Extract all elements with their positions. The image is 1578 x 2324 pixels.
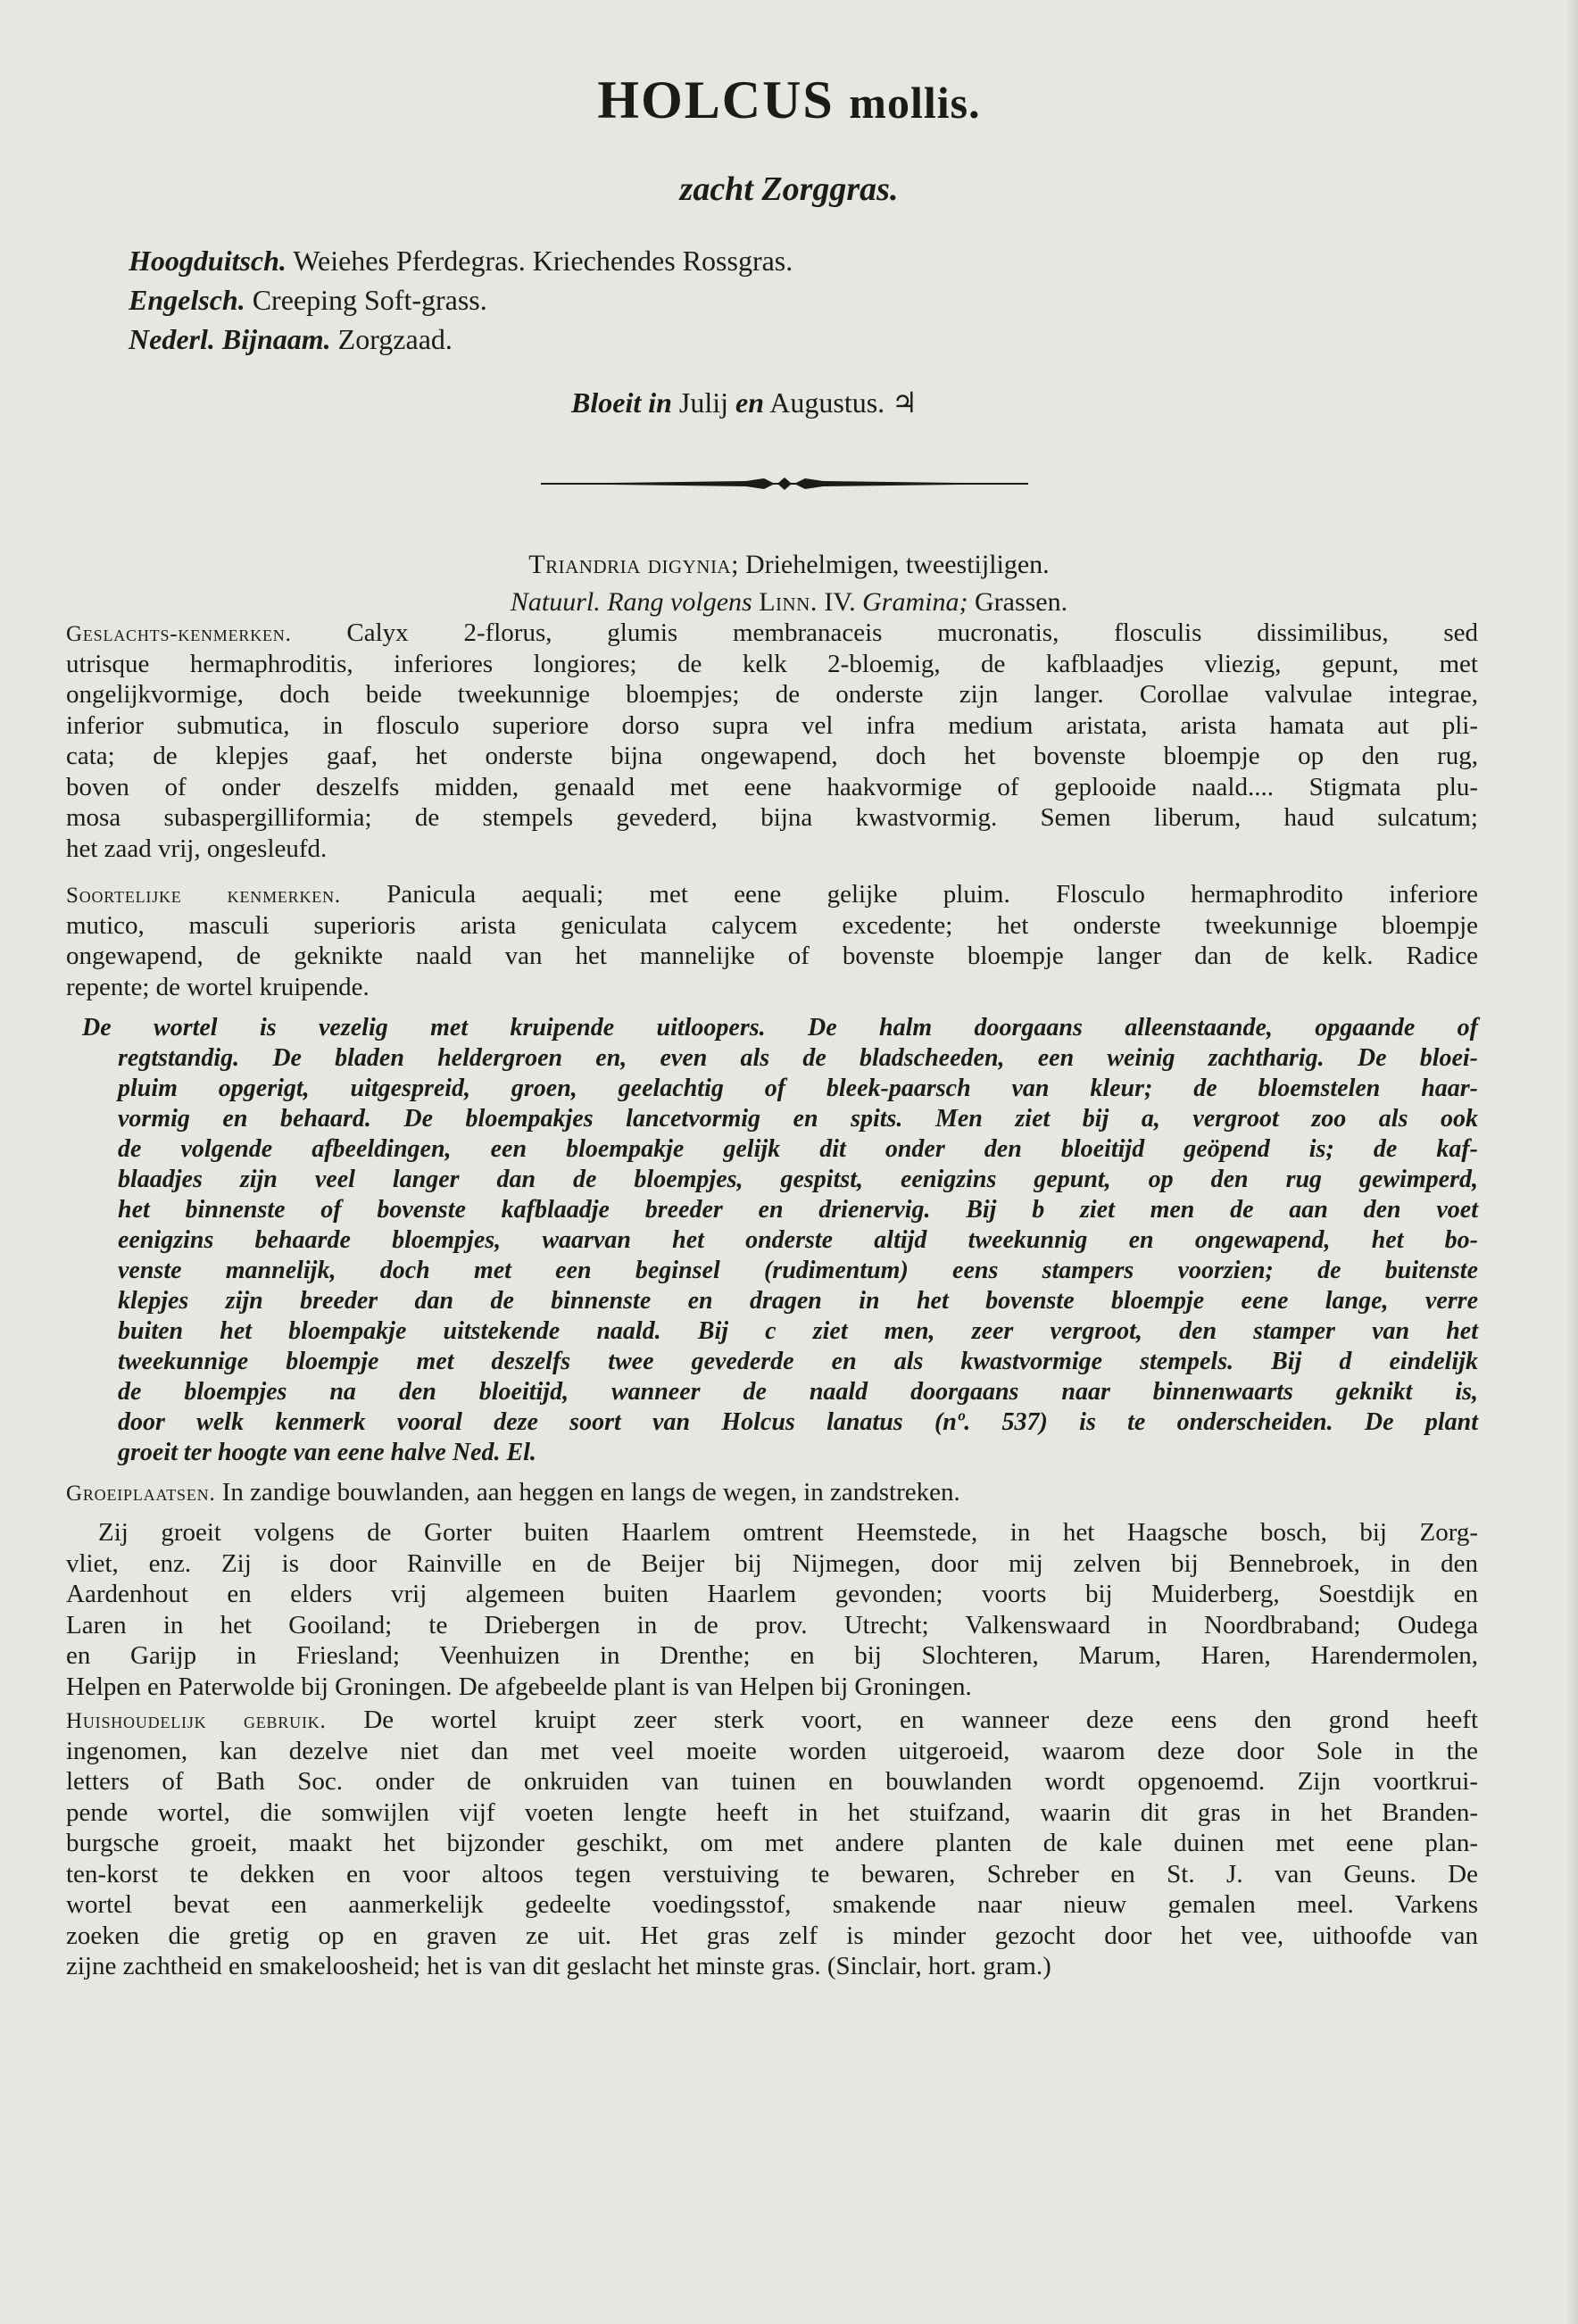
text-line: Laren in het Gooiland; te Driebergen in de prov. Utrecht; Valkenswaard in Noordbraband; Oudega <box>66 1610 1478 1639</box>
text-line: ten-korst te dekken en voor altoos tegen verstuiving te bewaren, Schreber en St. J. van Geuns. De <box>66 1859 1478 1888</box>
text-line: eenigzins behaarde bloempjes, waarvan het onderste altijd tweekunnig en ongewapend, het bo- <box>118 1226 1478 1254</box>
text-line: tweekunnige bloempje met deszelfs twee gevederde en als kwastvormige stempels. Bij d eindelijk <box>118 1348 1478 1375</box>
section-heading: Groeiplaatsen. <box>66 1482 216 1506</box>
text-line: repente; de wortel kruipende. <box>66 972 370 1001</box>
text-line: boven of onder deszelfs midden, genaald met eene haakvormige of geplooide naald.... Stigmata plu- <box>66 772 1478 801</box>
perennial-symbol: ♃ <box>892 386 918 419</box>
family-latin: Gramina; <box>862 587 968 617</box>
text-line: het binnenste of bovenste kafblaadje breeder en drienervig. Bij b ziet men de aan den voet <box>118 1196 1478 1224</box>
classification-line-1 <box>0 546 1578 584</box>
name-text: Creeping Soft-grass. <box>252 284 487 316</box>
text-line: burgsche groeit, maakt het bijzonder geschikt, om met andere planten de kale duinen met eene plan- <box>66 1829 1478 1857</box>
text-line: zijne zachtheid en smakeloosheid; het is van dit geslacht het minste gras. (Sinclair, hort. gram.) <box>66 1952 1051 1980</box>
text-line: groeit ter hoogte van eene halve Ned. El. <box>118 1439 536 1466</box>
bloom-in: in <box>648 386 672 419</box>
name-lang: Hoogduitsch. <box>129 245 287 277</box>
name-row-german <box>129 241 793 280</box>
natural-rank-label: Natuurl. Rang volgens <box>510 587 752 617</box>
text-line: inferior submutica, in flosculo superiore dorso supra vel infra medium aristata, arista hamata aut pli- <box>66 710 1478 740</box>
text-line: ongelijkvormige, doch beide tweekunnige bloempjes; de onderste zijn langer. Corollae valvulae integrae, <box>66 680 1478 709</box>
family-dutch: Grassen. <box>974 587 1068 617</box>
text-line: vliet, enz. Zij is door Rainville en de Beijer bij Nijmegen, door mij zelven bij Bennebroek, in den <box>66 1548 1478 1578</box>
name-row-english <box>129 280 793 320</box>
text-line: Zij groeit volgens de Gorter buiten Haarlem omtrent Heemstede, in het Haagsche bosch, bij Zorg- <box>98 1518 1478 1547</box>
rank-number: IV. <box>824 587 856 617</box>
text-line: Helpen en Paterwolde bij Groningen. De afgebeelde plant is van Helpen bij Groningen. <box>66 1672 972 1701</box>
name-text: Weiehes Pferdegras. Kriechendes Rossgras. <box>293 245 793 277</box>
bloom-en: en <box>735 386 765 419</box>
localities-cont <box>66 1548 1478 1703</box>
name-row-dutch <box>129 320 793 359</box>
name-lang: Engelsch. <box>129 284 245 316</box>
text-line <box>66 618 1478 649</box>
page-title <box>0 70 1578 131</box>
localities <box>98 1517 1478 1548</box>
line-text: De wortel kruipt zeer sterk voort, en wanneer deze eens den grond heeft <box>363 1706 1479 1734</box>
text-line: cata; de klepjes gaaf, het onderste bijna ongewapend, doch het bovenste bloempje op den rug, <box>66 742 1478 770</box>
section-heading: Soortelijke kenmerken. <box>66 884 341 908</box>
text-line: zoeken die gretig op en graven ze uit. Het gras zelf is minder gezocht door het vee, uithoofde van <box>66 1921 1478 1950</box>
bloom-month-1: Julij <box>678 386 729 419</box>
classification-line-2 <box>0 584 1578 621</box>
ornamental-divider <box>541 473 1028 494</box>
household-use <box>66 1705 1478 1982</box>
text-line: ingenomen, kan dezelve niet dan met veel moeite worden uitgeroeid, waarom deze door Sole in the <box>66 1736 1478 1765</box>
text-line: De wortel is vezelig met kruipende uitloopers. De halm doorgaans alleenstaande, opgaande of <box>82 1014 1478 1042</box>
genus-characters <box>66 618 1478 864</box>
bloom-period <box>571 386 918 419</box>
title-genus: HOLCUS <box>597 71 835 129</box>
line-text: In zandige bouwlanden, aan heggen en langs de wegen, in zandstreken. <box>221 1478 960 1506</box>
linnaean-class: Triandria digynia <box>528 550 732 579</box>
classification <box>0 546 1578 621</box>
habitat <box>66 1477 1478 1508</box>
page-edge-shadow <box>1566 0 1578 2324</box>
text-line: de bloempjes na den bloeitijd, wanneer de naald doorgaans naar binnenwaarts geknikt is, <box>118 1378 1478 1406</box>
text-line: klepjes zijn breeder dan de binnenste en dragen in het bovenste bloempje eene lange, verre <box>118 1287 1478 1315</box>
bloom-month-2: Augustus. <box>769 386 885 419</box>
name-text: Zorgzaad. <box>337 323 453 355</box>
section-heading: Huishoudelijk gebruik. <box>66 1709 327 1733</box>
text-line: pende wortel, die somwijlen vijf voeten lengte heeft in het stuifzand, waarin dit gras in het Branden- <box>66 1797 1478 1827</box>
text-line: utrisque hermaphroditis, inferiores longiores; de kelk 2-bloemig, de kafblaadjes vliezig, gepunt, met <box>66 649 1478 678</box>
text-line: buiten het bloempakje uitstekende naald. Bij c ziet men, zeer vergroot, den stamper van het <box>118 1317 1478 1345</box>
text-line: ongewapend, de geknikte naald van het mannelijke of bovenste bloempje langer dan de kelk. Radice <box>66 942 1478 970</box>
text-line: wortel bevat een aanmerkelijk gedeelte voedingsstof, smakende naar nieuw gemalen meel. Varkens <box>66 1890 1478 1919</box>
linn-ref: Linn. <box>759 587 818 617</box>
text-line <box>66 879 1478 910</box>
text-line: Aardenhout en elders vrij algemeen buiten Haarlem gevonden; voorts bij Muiderberg, Soestdijk en <box>66 1580 1478 1608</box>
page-subtitle: zacht Zorggras. <box>679 170 899 208</box>
species-characters <box>66 879 1478 1002</box>
text-line: en Garijp in Friesland; Veenhuizen in Drenthe; en bij Slochteren, Marum, Haren, Harendermolen, <box>66 1641 1478 1670</box>
plant-description <box>82 1013 1478 1468</box>
text-line <box>66 1705 1478 1736</box>
text-line: pluim opgerigt, uitgespreid, groen, geelachtig of bleek-paarsch van kleur; de bloemstelen haar- <box>118 1075 1478 1102</box>
bloom-prefix: Bloeit <box>571 386 642 419</box>
text-line: venste mannelijk, doch met een beginsel (rudimentum) eens stampers voorzien; de buitenste <box>118 1257 1478 1284</box>
name-lang: Nederl. Bijnaam. <box>129 323 331 355</box>
class-dutch: ; Driehelmigen, tweestijligen. <box>731 550 1050 579</box>
text-line: de volgende afbeeldingen, een bloempakje gelijk dit onder den bloeitijd geöpend is; de kaf- <box>118 1135 1478 1163</box>
text-line: vormig en behaard. De bloempakjes lancetvormig en spits. Men ziet bij a, vergroot zoo als ook <box>118 1105 1478 1133</box>
vernacular-names <box>129 241 793 359</box>
text-line: blaadjes zijn veel langer dan de bloempjes, gespitst, eenigzins gepunt, op den rug gewimperd, <box>118 1166 1478 1193</box>
text-line: mutico, masculi superioris arista geniculata calycem excedente; het onderste tweekunnige bloempje <box>66 910 1478 940</box>
text-line: mosa subaspergilliformia; de stempels gevederd, bijna kwastvormig. Semen liberum, haud sulcatum; <box>66 803 1478 832</box>
text-line: door welk kenmerk vooral deze soort van Holcus lanatus (nº. 537) is te onderscheiden. De plant <box>118 1408 1478 1436</box>
text-line: het zaad vrij, ongesleufd. <box>66 834 328 863</box>
text-line <box>66 1477 1478 1508</box>
line-text: Calyx 2-florus, glumis membranaceis mucronatis, flosculis dissimilibus, sed <box>346 618 1478 647</box>
title-species: mollis. <box>849 78 981 128</box>
text-line: regtstandig. De bladen heldergroen en, even als de bladscheeden, een weinig zachtharig. De bloei- <box>118 1044 1478 1072</box>
text-line: letters of Bath Soc. onder de onkruiden van tuinen en bouwlanden wordt opgenoemd. Zijn voortkrui- <box>66 1767 1478 1796</box>
section-heading: Geslachts-kenmerken. <box>66 622 292 646</box>
line-text: Panicula aequali; met eene gelijke pluim. Flosculo hermaphrodito inferiore <box>386 880 1478 909</box>
